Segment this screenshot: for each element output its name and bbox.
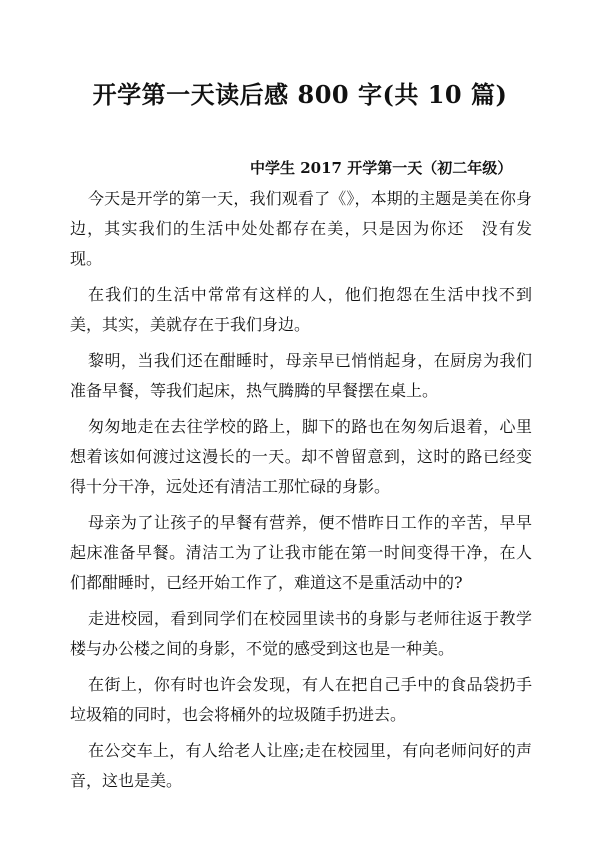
paragraph-1: 今天是开学的第一天，我们观看了《》，本期的主题是美在你身边，其实我们的生活中处处都存在美，只是因为你还 没有发现。 bbox=[70, 189, 532, 268]
paragraph-8: 在公交车上，有人给老人让座;走在校园里，有向老师问好的声音，这也是美。 bbox=[70, 741, 532, 790]
document-body bbox=[70, 184, 532, 802]
paragraph-7: 在街上，你有时也许会发现，有人在把自己手中的食品袋扔手垃圾箱的同时，也会将桶外的垃圾随手扔进去。 bbox=[70, 675, 532, 724]
document-subtitle: 中学生 2017 开学第一天（初二年级） bbox=[250, 159, 513, 177]
paragraph-5: 母亲为了让孩子的早餐有营养，便不惜昨日工作的辛苦，早早起床准备早餐。清洁工为了让我市能在第一时间变得干净，在人们都酣睡时，已经开始工作了，难道这不是重活动中的? bbox=[70, 513, 532, 592]
paragraph-4: 匆匆地走在去往学校的路上，脚下的路也在匆匆后退着，心里想着该如何渡过这漫长的一天。却不曾留意到，这时的路已经变得十分干净，远处还有清洁工那忙碌的身影。 bbox=[70, 417, 532, 496]
document-title: 开学第一天读后感 800 字(共 10 篇) bbox=[92, 80, 508, 109]
paragraph-6: 走进校园，看到同学们在校园里读书的身影与老师往返于教学楼与办公楼之间的身影，不觉的感受到这也是一种美。 bbox=[70, 609, 532, 658]
paragraph-3: 黎明，当我们还在酣睡时，母亲早已悄悄起身，在厨房为我们准备早餐，等我们起床，热气腾腾的早餐摆在桌上。 bbox=[70, 351, 532, 400]
paragraph-2: 在我们的生活中常常有这样的人，他们抱怨在生活中找不到美，其实，美就存在于我们身边。 bbox=[70, 285, 532, 334]
